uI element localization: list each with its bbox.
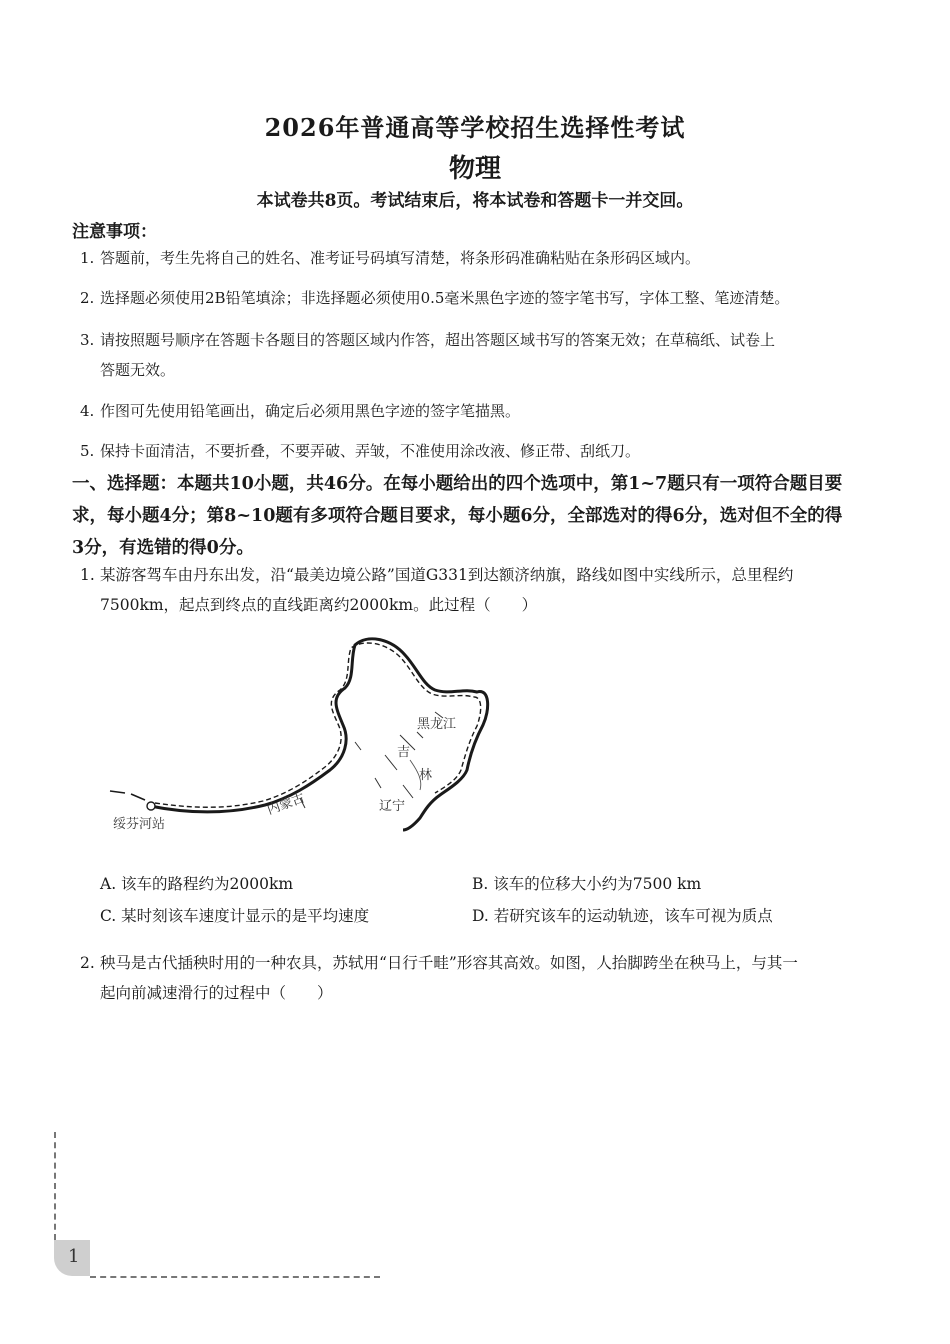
notice-item	[80, 283, 880, 313]
option-c: C. 某时刻该车速度计显示的是平均速度	[100, 907, 370, 925]
question-text-cont: 7500km，起点到终点的直线距离约2000km。此过程（ ）	[100, 596, 538, 614]
route-west-extension	[110, 791, 145, 800]
question-number: 2.	[80, 954, 95, 972]
question-1	[80, 560, 880, 620]
option-a: A. 该车的路程约为2000km	[100, 875, 294, 893]
option-d: D. 若研究该车的运动轨迹，该车可视为质点	[472, 907, 773, 925]
page-number: 1	[68, 1246, 80, 1267]
section-line: 求，每小题4分；第8~10题有多项符合题目要求，每小题6分，全部选对的得6分，选对但不全的得	[72, 506, 843, 526]
border-route-line	[150, 639, 488, 830]
question-text: 秧马是古代插秧时用的一种农具，苏轼用“日行千畦”形容其高效。如图，人抬脚跨坐在秧马上，与其一	[100, 954, 798, 972]
notice-item-number: 2.	[80, 289, 95, 307]
notice-item-number: 4.	[80, 402, 95, 420]
notice-item	[80, 325, 880, 385]
notice-item	[80, 243, 880, 273]
question-text-cont: 起向前减速滑行的过程中（ ）	[100, 984, 333, 1002]
question-2	[80, 948, 880, 1008]
map-label-suifenhe: 绥芬河站	[113, 817, 166, 832]
footer-dashed-line	[90, 1276, 380, 1278]
map-label-jilin-1: 吉	[397, 745, 411, 760]
station-marker	[147, 802, 155, 810]
notice-item-text: 选择题必须使用2B铅笔填涂；非选择题必须使用0.5毫米黑色字迹的签字笔书写，字体工整、笔迹清楚。	[100, 289, 790, 307]
notice-item-text: 答题前，考生先将自己的姓名、准考证号码填写清楚，将条形码准确粘贴在条形码区域内。	[100, 249, 701, 267]
exam-info: 本试卷共8页。考试结束后，将本试卷和答题卡一并交回。	[256, 191, 694, 211]
question-text: 某游客驾车由丹东出发，沿“最美边境公路”国道G331到达额济纳旗，路线如图中实线所示，总里程约	[100, 566, 794, 584]
option-b: B. 该车的位移大小约为7500 km	[472, 875, 702, 893]
map-label-jilin-2: 林	[419, 768, 433, 783]
notice-item-number: 1.	[80, 249, 95, 267]
notice-item-number: 3.	[80, 331, 95, 349]
notice-item-text: 作图可先使用铅笔画出，确定后必须用黑色字迹的签字笔描黑。	[100, 402, 521, 420]
page-number-tab	[54, 1240, 90, 1276]
section-line: 一、选择题：本题共10小题，共46分。在每小题给出的四个选项中，第1~7题只有一项符合题目要	[72, 474, 843, 494]
notice-item-text: 保持卡面清洁，不要折叠，不要弄破、弄皱，不准使用涂改液、修正带、刮纸刀。	[100, 442, 641, 460]
map-label-liaoning: 辽宁	[379, 799, 406, 814]
map-label-heilongjiang: 黑龙江	[417, 717, 457, 732]
exam-title: 2026年普通高等学校招生选择性考试	[264, 113, 686, 142]
route-map-figure	[105, 630, 505, 860]
subject-title: 物理	[448, 154, 501, 184]
notice-item-text: 请按照题号顺序在答题卡各题目的答题区域内作答，超出答题区域书写的答案无效；在草稿纸、试卷上	[100, 331, 776, 349]
notice-item-number: 5.	[80, 442, 95, 460]
section-instructions	[72, 468, 882, 564]
section-line: 3分，有选错的得0分。	[72, 538, 254, 558]
notice-item-text-cont: 答题无效。	[100, 361, 176, 379]
question-number: 1.	[80, 566, 95, 584]
notice-heading: 注意事项：	[72, 222, 157, 242]
notice-item	[80, 436, 880, 466]
notice-item	[80, 396, 880, 426]
map-label-neimenggu: 内蒙古	[265, 790, 307, 819]
margin-dashed-line	[54, 1132, 56, 1240]
